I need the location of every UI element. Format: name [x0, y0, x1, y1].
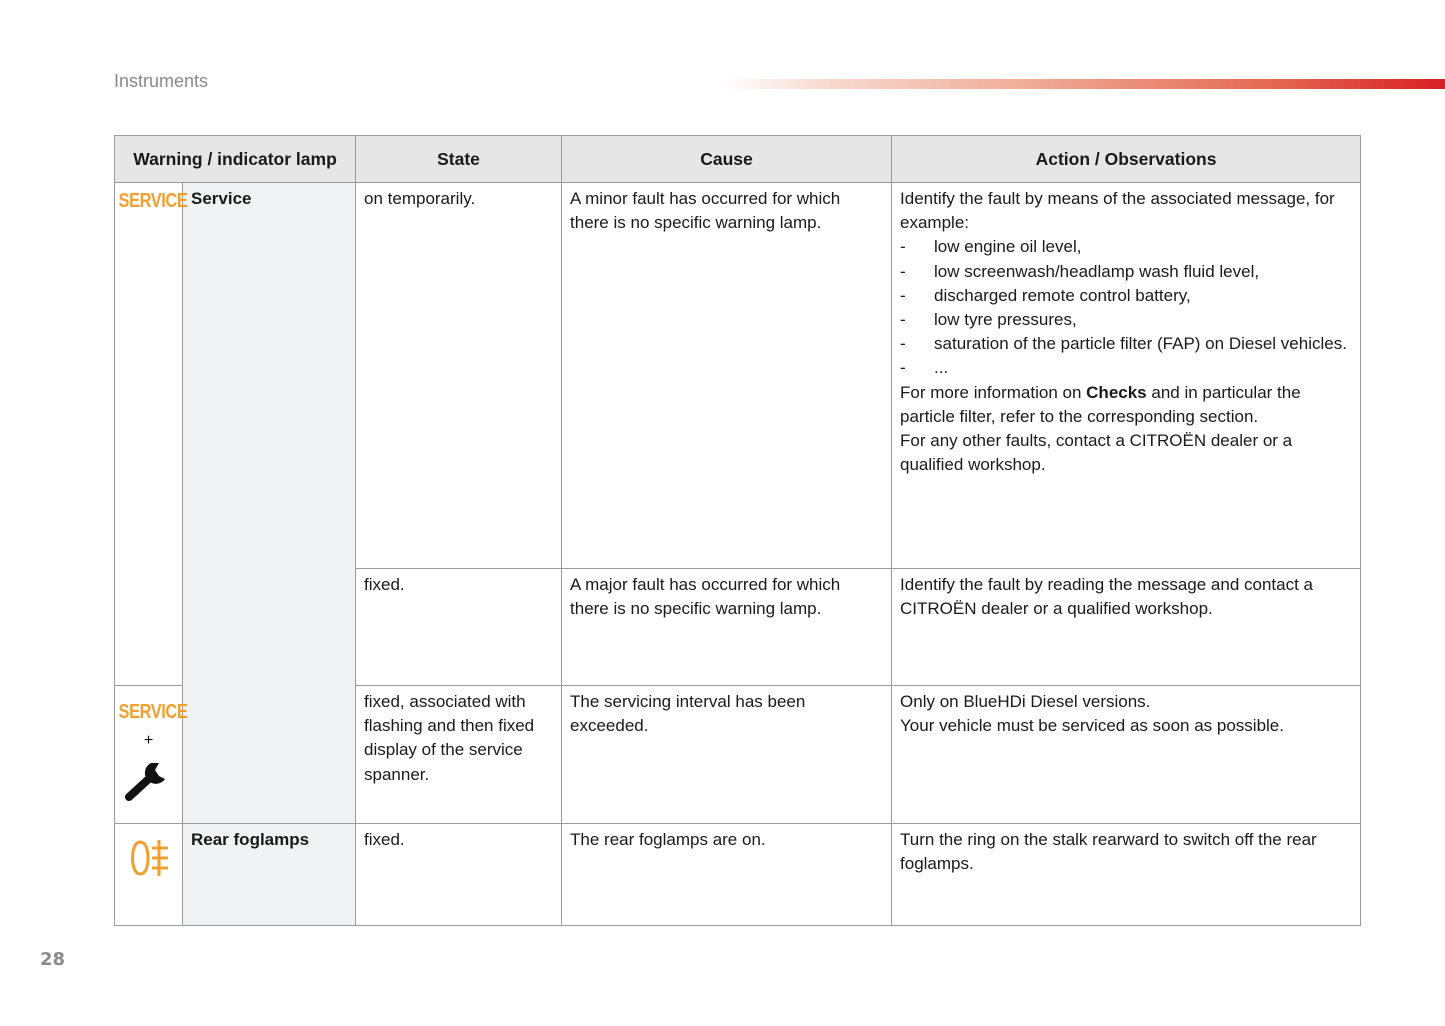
more-info-text-end: and in particular the particle filter, refer to the corresponding section.	[900, 382, 1301, 426]
action-cell	[892, 183, 1361, 569]
list-item: - ...	[900, 356, 1352, 380]
lamp-name-foglamps: Rear foglamps	[183, 824, 356, 926]
action-other-faults: For any other faults, contact a CITROËN dealer or a qualified workshop.	[900, 431, 1293, 475]
table-row	[115, 824, 1361, 926]
action-cell: Identify the fault by reading the message and contact a CITROËN dealer or a qualified workshop.	[892, 569, 1361, 686]
state-cell: on temporarily.	[356, 183, 562, 569]
state-cell: fixed.	[356, 569, 562, 686]
cause-cell: A major fault has occurred for which there is no specific warning lamp.	[562, 569, 892, 686]
cause-cell: The servicing interval has been exceeded.	[562, 686, 892, 824]
service-lamp-cell	[115, 183, 188, 686]
cause-cell: A minor fault has occurred for which there is no specific warning lamp.	[562, 183, 892, 569]
header-accent-bar	[720, 79, 1445, 89]
more-info-text: For more information on	[900, 382, 1087, 402]
service-spanner-lamp-cell	[115, 686, 188, 824]
rear-foglamp-icon	[126, 863, 172, 882]
header-cause: Cause	[562, 136, 892, 183]
list-item: - low screenwash/headlamp wash fluid level,	[900, 260, 1352, 284]
action-intro: Identify the fault by means of the associated message, for example:	[900, 189, 1335, 233]
checks-reference: Checks	[1086, 382, 1147, 402]
service-warning-icon: SERVICE	[118, 190, 188, 212]
section-title: Instruments	[114, 71, 209, 91]
action-line: Only on BlueHDi Diesel versions.	[900, 692, 1151, 711]
cause-cell: The rear foglamps are on.	[562, 824, 892, 926]
page-number: 28	[40, 949, 66, 970]
action-cell	[892, 686, 1361, 824]
action-line: Your vehicle must be serviced as soon as possible.	[900, 716, 1284, 736]
list-item: - discharged remote control battery,	[900, 284, 1352, 308]
lamp-name-service: Service	[183, 183, 356, 824]
foglamp-lamp-cell	[115, 824, 183, 926]
service-warning-icon: SERVICE	[118, 701, 188, 723]
header-state: State	[356, 136, 562, 183]
state-cell: fixed.	[356, 824, 562, 926]
action-cell: Turn the ring on the stalk rearward to switch off the rear foglamps.	[892, 824, 1361, 926]
action-more-info	[900, 381, 1352, 429]
table-row	[115, 183, 1361, 569]
table-header-row	[115, 136, 1361, 183]
header-lamp: Warning / indicator lamp	[115, 136, 356, 183]
list-item: - low engine oil level,	[900, 235, 1352, 259]
plus-sign: +	[143, 732, 154, 750]
state-cell: fixed, associated with flashing and then fixed display of the service spanner.	[356, 686, 562, 824]
warning-lamp-table	[114, 135, 1361, 926]
header-action: Action / Observations	[892, 136, 1361, 183]
list-item: - low tyre pressures,	[900, 308, 1352, 332]
fault-example-list	[900, 235, 1352, 380]
list-item: - saturation of the particle filter (FAP) on Diesel vehicles.	[900, 332, 1352, 356]
spanner-icon	[123, 786, 175, 805]
